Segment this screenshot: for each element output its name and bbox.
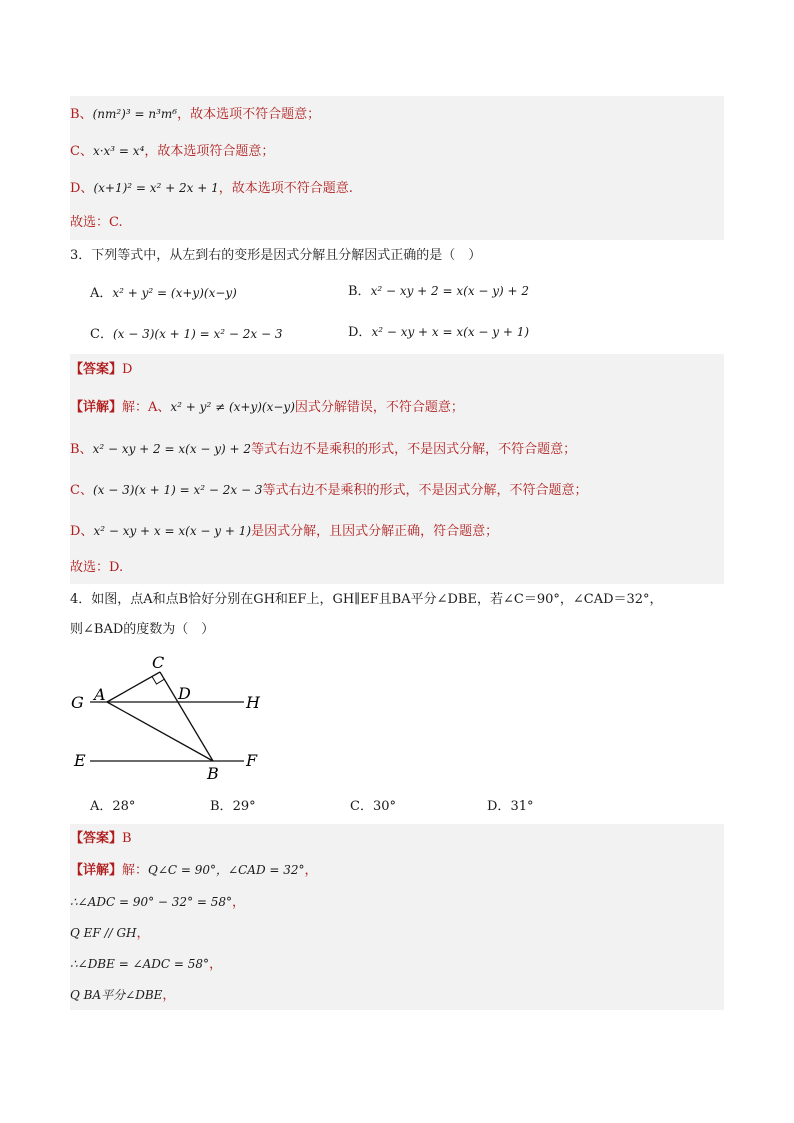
- label-c: C: [152, 653, 165, 672]
- q4-option-a: A．28°: [90, 799, 136, 814]
- q4-detail-2: ∴∠ADC = 90° − 32° = 58°，: [70, 886, 724, 918]
- q3-option-a: A．x² + y² = (x+y)(x−y): [90, 286, 237, 301]
- q3-option-c: C．(x − 3)(x + 1) = x² − 2x − 3: [90, 327, 283, 342]
- formula: x·x³ = x⁴: [92, 144, 145, 158]
- q4-stem-line-1: 4．如图，点A和点B恰好分别在GH和EF上，GH∥EF且BA平分∠DBE，若∠C＝90°，∠CAD＝32°，: [70, 592, 663, 607]
- answer-line-c: [70, 132, 724, 170]
- q4-detail-1: 【详解】解：Q∠C = 90°，∠CAD = 32°，: [70, 854, 724, 886]
- label-g: G: [71, 693, 84, 712]
- line-suffix: ，故本选项符合题意；: [144, 144, 275, 159]
- geometry-figure: [70, 650, 270, 790]
- label-a: A: [94, 685, 106, 704]
- q4-option-c: C．30°: [350, 799, 396, 814]
- q3-option-b: B．x² − xy + 2 = x(x − y) + 2: [348, 284, 530, 299]
- q4-detail-5: Q BA平分∠DBE，: [70, 980, 724, 1010]
- q4-answer: 【答案】B: [70, 824, 724, 854]
- q4-detail-4: ∴∠DBE = ∠ADC = 58°，: [70, 948, 724, 980]
- q4-option-b: B．29°: [210, 799, 256, 814]
- q3-conclusion: 故选：D.: [70, 552, 724, 584]
- segment-ab: [107, 702, 213, 761]
- q3-detail-b: B、x² − xy + 2 = x(x − y) + 2等式右边不是乘积的形式，不是因式分解，不符合题意；: [70, 428, 724, 470]
- line-suffix: ，故本选项不符合题意；: [177, 107, 321, 122]
- label-b: B: [207, 764, 219, 783]
- right-angle-mark: [152, 677, 164, 685]
- q4-option-d: D．31°: [487, 799, 534, 814]
- q4-stem-line-2: 则∠BAD的度数为（ ）: [70, 622, 215, 637]
- q3-stem: 3．下列等式中，从左到右的变形是因式分解且分解因式正确的是（ ）: [70, 248, 482, 263]
- line-prefix: B、: [70, 107, 93, 122]
- q3-answer: 【答案】D: [70, 354, 724, 386]
- label-h: H: [246, 693, 260, 712]
- q3-detail-d: D、x² − xy + x = x(x − y + 1)是因式分解，且因式分解正确，符合题意；: [70, 510, 724, 552]
- conclusion-text: 故选：C.: [70, 215, 123, 230]
- label-e: E: [74, 751, 86, 770]
- q3-detail-c: C、(x − 3)(x + 1) = x² − 2x − 3等式右边不是乘积的形式，不是因式分解，不符合题意；: [70, 470, 724, 510]
- q3-option-d: D．x² − xy + x = x(x − y + 1): [348, 325, 530, 340]
- answer-line-d: [70, 170, 724, 206]
- formula: (x+1)² = x² + 2x + 1: [93, 181, 219, 195]
- conclusion-line: [70, 206, 724, 240]
- q4-detail-3: Q EF // GH，: [70, 918, 724, 948]
- q3-detail-a: 【详解】解：A、x² + y² ≠ (x+y)(x−y)因式分解错误，不符合题意；: [70, 386, 724, 428]
- line-prefix: C、: [70, 144, 93, 159]
- line-prefix: D、: [70, 181, 94, 196]
- formula: (nm²)³ = n³m⁶: [92, 107, 178, 121]
- label-d: D: [178, 684, 191, 703]
- answer-line-b: [70, 96, 724, 132]
- line-suffix: ，故本选项不符合题意.: [218, 181, 353, 196]
- label-f: F: [246, 751, 258, 770]
